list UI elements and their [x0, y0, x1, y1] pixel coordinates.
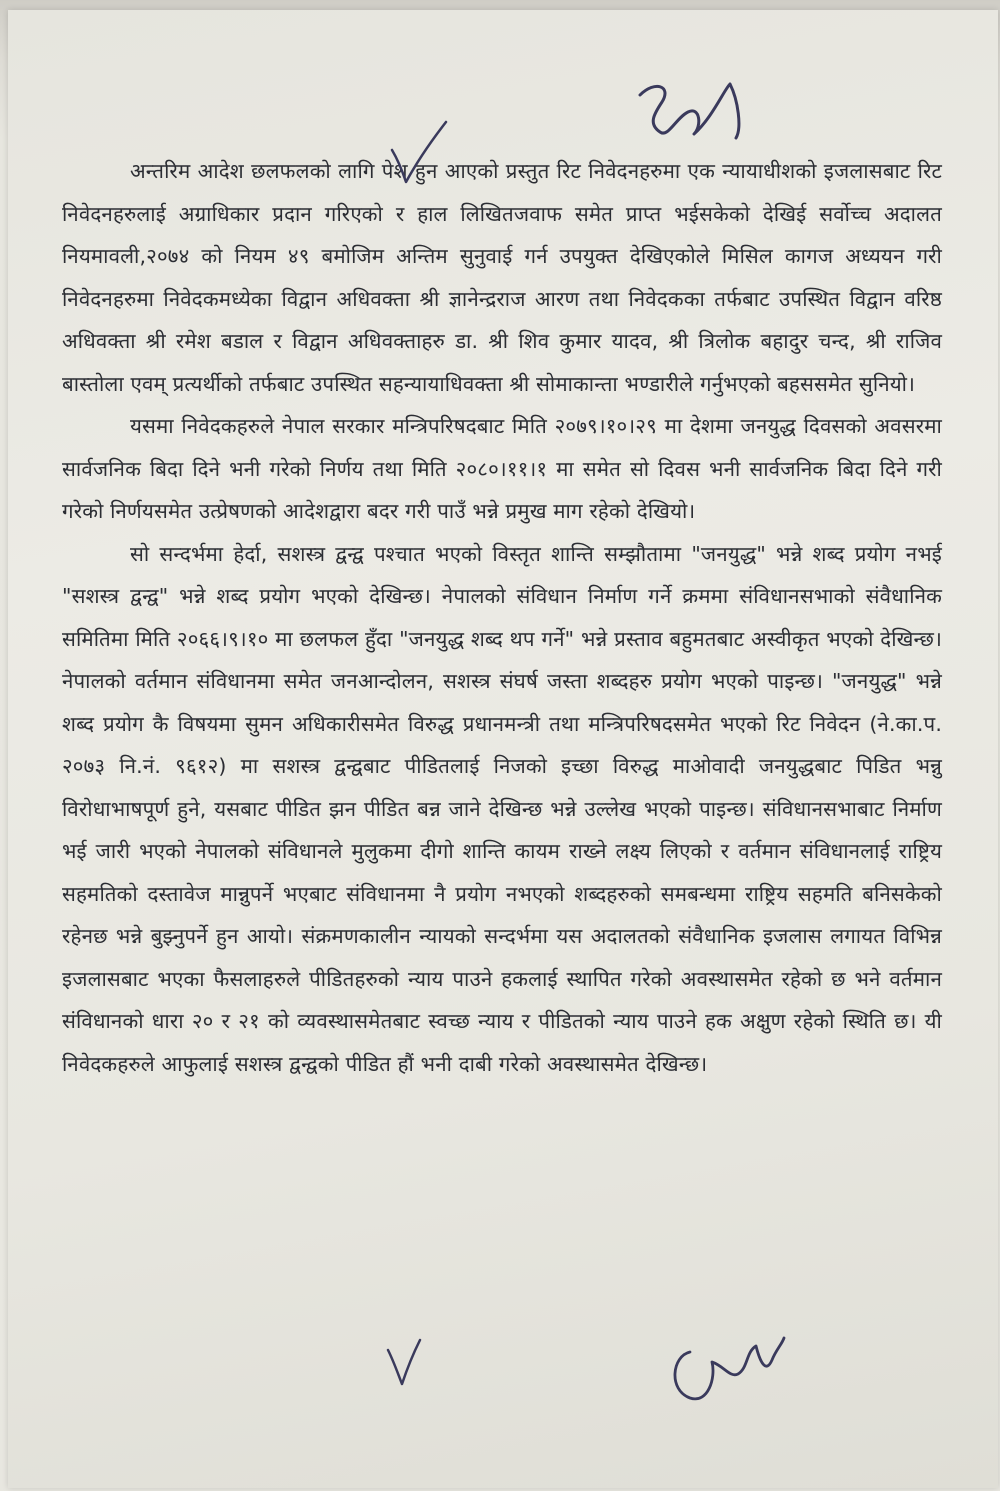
- document-body: [62, 150, 942, 1085]
- paragraph-hearing: अन्तरिम आदेश छलफलको लागि पेश हुन आएको प्रस्तुत रिट निवेदनहरुमा एक न्यायाधीशको इजलासबाट रिट निवेदनहरुलाई अग्राधिकार प्रदान गरिएको र हाल लिखितजवाफ समेत प्राप्त भईसकेको देखिई सर्वोच्च अदालत नियमावली,२०७४ को नियम ४९ बमोजिम अन्तिम सुनुवाई गर्न उपयुक्त देखिएकोले मिसिल कागज अध्ययन गरी निवेदनहरुमा निवेदकमध्येका विद्वान अधिवक्ता श्री ज्ञानेन्द्रराज आरण तथा निवेदकका तर्फबाट उपस्थित विद्वान वरिष्ठ अधिवक्ता श्री रमेश बडाल र विद्वान अधिवक्ताहरु डा. श्री शिव कुमार यादव, श्री त्रिलोक बहादुर चन्द, श्री राजिव बास्तोला एवम् प्रत्यर्थीको तर्फबाट उपस्थित सहन्यायाधिवक्ता श्री सोमाकान्ता भण्डारीले गर्नुभएको बहससमेत सुनियो।: [62, 159, 942, 396]
- paragraph-analysis: सो सन्दर्भमा हेर्दा, सशस्त्र द्वन्द्व पश्चात भएको विस्तृत शान्ति सम्झौतामा "जनयुद्ध" भन्ने शब्द प्रयोग नभई "सशस्त्र द्वन्द्व" भन्ने शब्द प्रयोग भएको देखिन्छ। नेपालको संविधान निर्माण गर्ने क्रममा संविधानसभाको संवैधानिक समितिमा मिति २०६६।९।१० मा छलफल हुँदा "जनयुद्ध शब्द थप गर्ने" भन्ने प्रस्ताव बहुमतबाट अस्वीकृत भएको देखिन्छ। नेपालको वर्तमान संविधानमा समेत जनआन्दोलन, सशस्त्र संघर्ष जस्ता शब्दहरु प्रयोग भएको पाइन्छ। "जनयुद्ध" भन्ने शब्द प्रयोग कै विषयमा सुमन अधिकारीसमेत विरुद्ध प्रधानमन्त्री तथा मन्त्रिपरिषदसमेत भएको रिट निवेदन (ने.का.प. २०७३ नि.नं. ९६१२) मा सशस्त्र द्वन्द्वबाट पीडितलाई निजको इच्छा विरुद्ध माओवादी जनयुद्धबाट पिडित भन्नु विरोधाभाषपूर्ण हुने, यसबाट पीडित झन पीडित बन्न जाने देखिन्छ भन्ने उल्लेख भएको पाइन्छ। संविधानसभाबाट निर्माण भई जारी भएको नेपालको संविधानले मुलुकमा दीगो शान्ति कायम राख्ने लक्ष्य लिएको र वर्तमान संविधानलाई राष्ट्रिय सहमतिको दस्तावेज मान्नुपर्ने भएबाट संविधानमा नै प्रयोग नभएको शब्दहरुको समबन्धमा राष्ट्रिय सहमति बनिसकेको रहेनछ भन्ने बुझ्नुपर्ने हुन आयो। संक्रमणकालीन न्यायको सन्दर्भमा यस अदालतको संवैधानिक इजलास लगायत विभिन्न इजलासबाट भएका फैसलाहरुले पीडितहरुको न्याय पाउने हकलाई स्थापित गरेको अवस्थासमेत रहेको छ भने वर्तमान संविधानको धारा २० र २१ को व्यवस्थासमेतबाट स्वच्छ न्याय र पीडितको न्याय पाउने हक अक्षुण रहेको स्थिति छ। यी निवेदकहरुले आफुलाई सशस्त्र द्वन्द्वको पीडित हौं भनी दाबी गरेको अवस्थासमेत देखिन्छ।: [62, 541, 942, 1076]
- paragraph-petition-demand: यसमा निवेदकहरुले नेपाल सरकार मन्त्रिपरिषदबाट मिति २०७९।१०।२९ मा देशमा जनयुद्ध दिवसको अवसरमा सार्वजनिक बिदा दिने भनी गरेको निर्णय तथा मिति २०८०।११।१ मा समेत सो दिवस भनी सार्वजनिक बिदा दिने गरी गरेको निर्णयसमेत उत्प्रेषणको आदेशद्वारा बदर गरी पाउँ भन्ने प्रमुख माग रहेको देखियो।: [62, 414, 942, 523]
